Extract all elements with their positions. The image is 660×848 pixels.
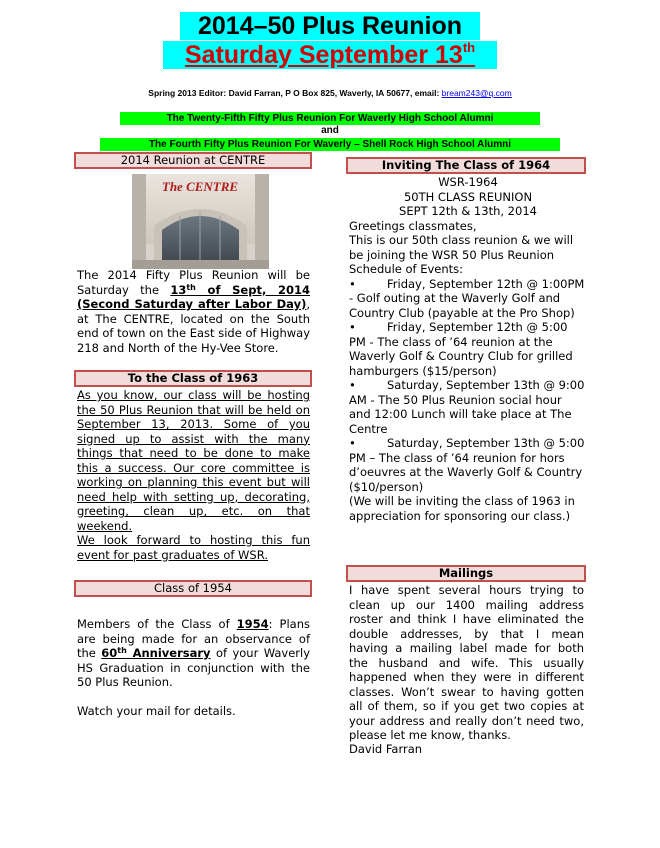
event-item: • Friday, September 12th @ 1:00PM - Golf outing at the Waverly Golf and Country Club (payable at the Pro Shop)	[349, 276, 585, 320]
schedule-heading: Schedule of Events:	[349, 262, 464, 276]
event-item: • Saturday, September 13th @ 5:00 PM – The class of ’64 reunion for hors d’oeuvres at the Waverly Golf & Country ($10/person)	[349, 436, 585, 494]
section-header-class-1954: Class of 1954	[74, 580, 312, 597]
mailings-paragraph: I have spent several hours trying to clean up our 1400 mailing address roster and think I have eliminated the double addresses, by that I mean having a mailing label made for both the husband and wife. This usually happened when they were in different classes. Won’t swear to having gotten all of them, so if you get two copies at your address and really don’t need two, please let me know, thanks.	[349, 583, 584, 742]
section-header-class-1963: To the Class of 1963	[74, 370, 312, 387]
centre-sign-text: The CENTRE	[161, 179, 239, 194]
section-header-centre: 2014 Reunion at CENTRE	[74, 152, 312, 169]
centre-building-photo	[132, 174, 269, 269]
class-1963-paragraph: As you know, our class will be hosting the 50 Plus Reunion that will be held on September 13, 2013. Some of you signed up to assist with the many things that need to be done to make this a success. Our core committee is working on planning this event but will need help with setting up, decorating, greeting, clean up, etc. on that weekend. We look forward to hosting this fun event for past graduates of WSR.	[77, 388, 310, 562]
event-item: • Saturday, September 13th @ 9:00 AM - The 50 Plus Reunion social hour and 12:00 Lunch will take place at The Centre	[349, 378, 585, 436]
reunion-date-title: Saturday September 13th	[163, 41, 497, 69]
greetings-line: Greetings classmates,	[349, 218, 477, 233]
editor-line: Spring 2013 Editor: David Farran, P O Box 825, Waverly, IA 50677, email: bream243@q.com	[148, 88, 512, 98]
banner-waverly-shell-rock: The Fourth Fifty Plus Reunion For Waverly – Shell Rock High School Alumni	[100, 138, 560, 151]
mailings-signature: David Farran	[349, 742, 423, 756]
banner-waverly-high: The Twenty-Fifth Fifty Plus Reunion For Waverly High School Alumni	[120, 112, 540, 125]
editor-email-link[interactable]: bream243@q.com	[441, 88, 512, 98]
event-item: • Friday, September 12th @ 5:00 PM - The class of ’64 reunion at the Waverly Golf & Country Club for grilled hamburgers ($15/person)	[349, 320, 573, 378]
wsr-1964-line: WSR-1964	[438, 175, 498, 189]
intro-text: This is our 50th class reunion & we will be joining the WSR 50 Plus Reunion	[349, 233, 574, 262]
centre-photo-image	[132, 174, 269, 269]
fiftieth-reunion-line: 50TH CLASS REUNION	[403, 189, 533, 204]
section-header-mailings: Mailings	[346, 565, 586, 582]
newsletter-title: 2014–50 Plus Reunion	[180, 12, 480, 40]
section-header-inviting-1964: Inviting The Class of 1964	[346, 157, 586, 174]
sept-dates-line: SEPT 12th & 13th, 2014	[399, 204, 537, 218]
closing-note: (We will be inviting the class of 1963 in appreciation for sponsoring our class.)	[349, 494, 575, 523]
banner-and: and	[321, 125, 339, 136]
reunion-location-paragraph: The 2014 Fifty Plus Reunion will be Saturday the 13th of Sept, 2014 (Second Saturday after Labor Day), at The CENTRE, located on the South end of town on the East side of Highway 218 and North of the Hy-Vee Store.	[77, 268, 310, 355]
class-1954-paragraph: Members of the Class of 1954: Plans are being made for an observance of the 60th Anniversary of your Waverly HS Graduation in conjunction with the 50 Plus Reunion.	[77, 617, 310, 689]
class-1964-invitation	[349, 175, 587, 523]
class-1954-watch-mail: Watch your mail for details.	[77, 704, 236, 718]
